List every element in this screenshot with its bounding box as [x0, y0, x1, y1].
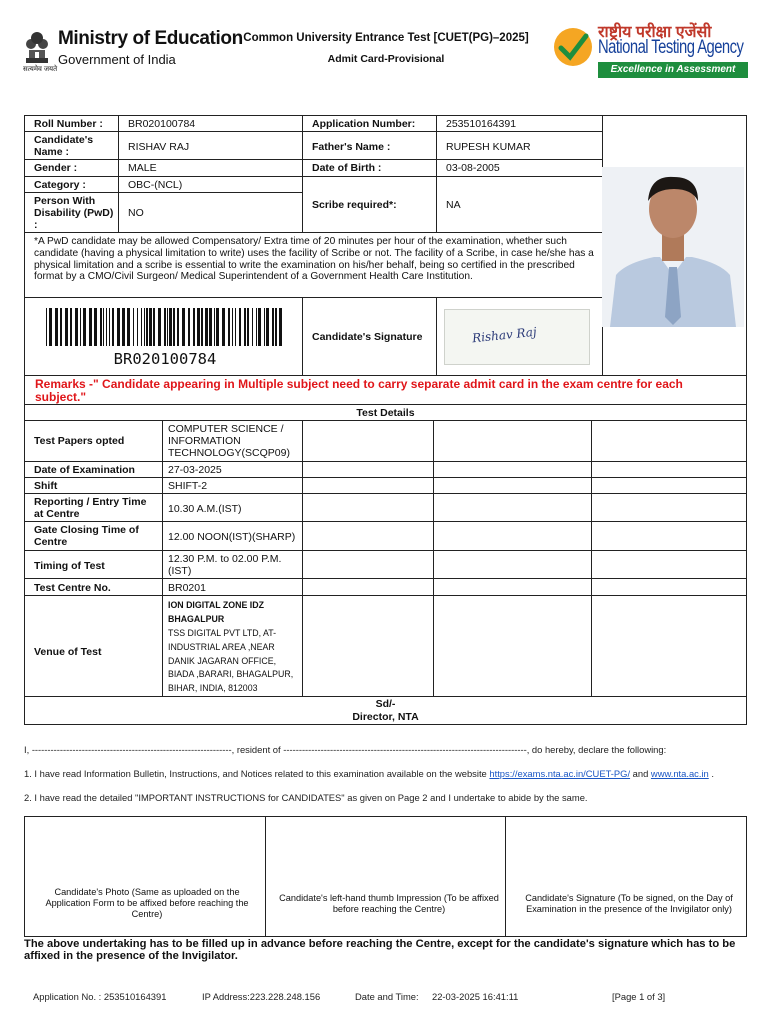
candidate-signature: Rishav Raj: [471, 324, 538, 346]
footer-datetime: 22-03-2025 16:41:11: [432, 991, 519, 1002]
ministry-subtitle: Government of India: [58, 52, 176, 67]
nta-hindi-name: राष्ट्रीय परीक्षा एजेंसी: [598, 24, 712, 41]
nta-check-icon: [552, 26, 594, 68]
footer-page-number: [Page 1 of 3]: [612, 991, 666, 1002]
document-subtitle: Admit Card-Provisional: [327, 53, 445, 65]
signature-box-text: Candidate's Signature (To be signed, on the Day of Examination in the presence of the Invigilator only): [525, 893, 733, 914]
remarks-text: Remarks -" Candidate appearing in Multiple subject need to carry separate admit card in the exam centre for each subject.": [35, 377, 683, 404]
gender-value: MALE: [128, 162, 157, 174]
father-name-label: Father's Name :: [312, 141, 391, 153]
undertaking-note: The above undertaking has to be filled up in advance before reaching the Centre, except for the candidate's signature which has to be affixed in the presence of the Invigilator.: [24, 938, 736, 962]
declaration-item-1-text: 1. I have read Information Bulletin, Instructions, and Notices related to this examination available on the website: [24, 768, 490, 779]
declaration-item-2: 2. I have read the detailed "IMPORTANT INSTRUCTIONS for CANDIDATES" as given on Page 2 and I undertake to abide by the same.: [24, 792, 588, 803]
cuet-pg-link[interactable]: https://exams.nta.ac.in/CUET-PG/: [489, 768, 631, 779]
ministry-logo: [20, 20, 243, 80]
exam-date-value: 27-03-2025: [168, 464, 222, 476]
test-details-title: Test Details: [356, 407, 415, 419]
shift-value: SHIFT-2: [168, 480, 208, 492]
venue-address-line: TSS DIGITAL PVT LTD, AT-: [168, 628, 277, 638]
venue-address-line: INDUSTRIAL AREA ,NEAR: [168, 642, 275, 652]
venue-address-line: BIADA ,BARARI, BHAGALPUR,: [168, 669, 294, 679]
scribe-label: Scribe required*:: [312, 199, 397, 211]
footer-datetime-label: Date and Time:: [355, 991, 419, 1002]
venue-label: Venue of Test: [34, 646, 102, 658]
page-header: [0, 0, 768, 90]
shift-label: Shift: [34, 480, 58, 492]
nta-english-name: National Testing Agency: [598, 37, 744, 58]
dob-label: Date of Birth :: [312, 162, 382, 174]
timing-value: 12.30 P.M. to 02.00 P.M. (IST): [168, 553, 282, 577]
gate-closing-value: 12.00 NOON(IST)(SHARP): [168, 531, 296, 543]
candidate-photo-icon: [602, 167, 744, 327]
centre-no-value: BR0201: [168, 582, 206, 594]
pwd-value: NO: [128, 207, 144, 219]
nta-logo: [552, 20, 752, 80]
reporting-time-value: 10.30 A.M.(IST): [168, 503, 242, 515]
photo-box-text: Candidate's Photo (Same as uploaded on the Application Form to be affixed before reaching the Centre): [45, 887, 249, 919]
nta-website-link[interactable]: www.nta.ac.in: [650, 768, 709, 779]
gate-closing-label: Gate Closing Time of Centre: [34, 524, 139, 548]
pwd-note: *A PwD candidate may be allowed Compensatory/ Extra time of 20 minutes per hour of the examination, whether such candidate (having a physical limitation to write) uses the facility of Scribe or not. The facility of a Scribe, in case he/she has a physical limitation and a scribe is essential to write the examination on his/her behalf, being so certified in the prescribed format by a CMO/Civil Surgeon/ Medical Superintendent of a Government Health Care Institution.: [34, 236, 594, 283]
ministry-motto: सत्यमेव जयते: [23, 66, 58, 73]
venue-address-line: DANIK JAGARAN OFFICE,: [168, 656, 277, 666]
candidate-name-value: RISHAV RAJ: [128, 141, 190, 153]
director-text: Director, NTA: [352, 711, 419, 723]
venue-name-line-2: BHAGALPUR: [168, 614, 225, 624]
signature-label: Candidate's Signature: [312, 331, 423, 343]
venue-name-line-1: ION DIGITAL ZONE IDZ: [168, 600, 264, 610]
pwd-label: Person With Disability (PwD) :: [34, 195, 114, 231]
application-number-value: 253510164391: [446, 118, 517, 130]
category-value: OBC-(NCL): [128, 179, 183, 191]
exam-date-label: Date of Examination: [34, 464, 135, 476]
barcode-text: BR020100784: [113, 350, 217, 368]
scribe-value: NA: [446, 199, 461, 211]
dob-value: 03-08-2005: [446, 162, 500, 174]
footer-ip-address: IP Address:223.228.248.156: [202, 991, 321, 1002]
venue-address-line: BIHAR, INDIA, 812003: [168, 683, 258, 693]
nta-tagline: Excellence in Assessment: [598, 62, 748, 78]
roll-number-value: BR020100784: [128, 118, 196, 130]
declaration-end: .: [708, 768, 714, 779]
father-name-value: RUPESH KUMAR: [446, 141, 531, 153]
candidate-name-label: Candidate's Name :: [34, 134, 94, 158]
declaration-line: I, ----------------------------------------------------------------, resident of ------------------------------------------------------------------------------, do hereby, declare the following:: [24, 744, 667, 755]
sd-text: Sd/-: [375, 698, 396, 710]
centre-no-label: Test Centre No.: [34, 582, 111, 594]
gender-label: Gender :: [34, 162, 78, 174]
declaration-item-1: [24, 768, 714, 779]
candidate-photo: [602, 167, 744, 327]
roll-number-label: Roll Number :: [34, 118, 103, 130]
roll-number-barcode: [44, 308, 286, 346]
application-number-label: Application Number:: [312, 118, 416, 130]
test-papers-label: Test Papers opted: [34, 435, 125, 447]
thumb-box-text: Candidate's left-hand thumb Impression (To be affixed before reaching the Centre): [279, 893, 499, 914]
test-papers-value: COMPUTER SCIENCE / INFORMATION TECHNOLOGY(SCQP09): [168, 423, 290, 459]
declaration-and: and: [630, 768, 651, 779]
reporting-time-label: Reporting / Entry Time at Centre: [34, 496, 147, 520]
timing-label: Timing of Test: [34, 560, 105, 572]
footer-application-no: Application No. : 253510164391: [33, 991, 167, 1002]
test-details-table: [24, 404, 747, 725]
document-title: Common University Entrance Test [CUET(PG)–2025]: [243, 32, 529, 44]
category-label: Category :: [34, 179, 86, 191]
ministry-title: Ministry of Education: [58, 28, 243, 49]
